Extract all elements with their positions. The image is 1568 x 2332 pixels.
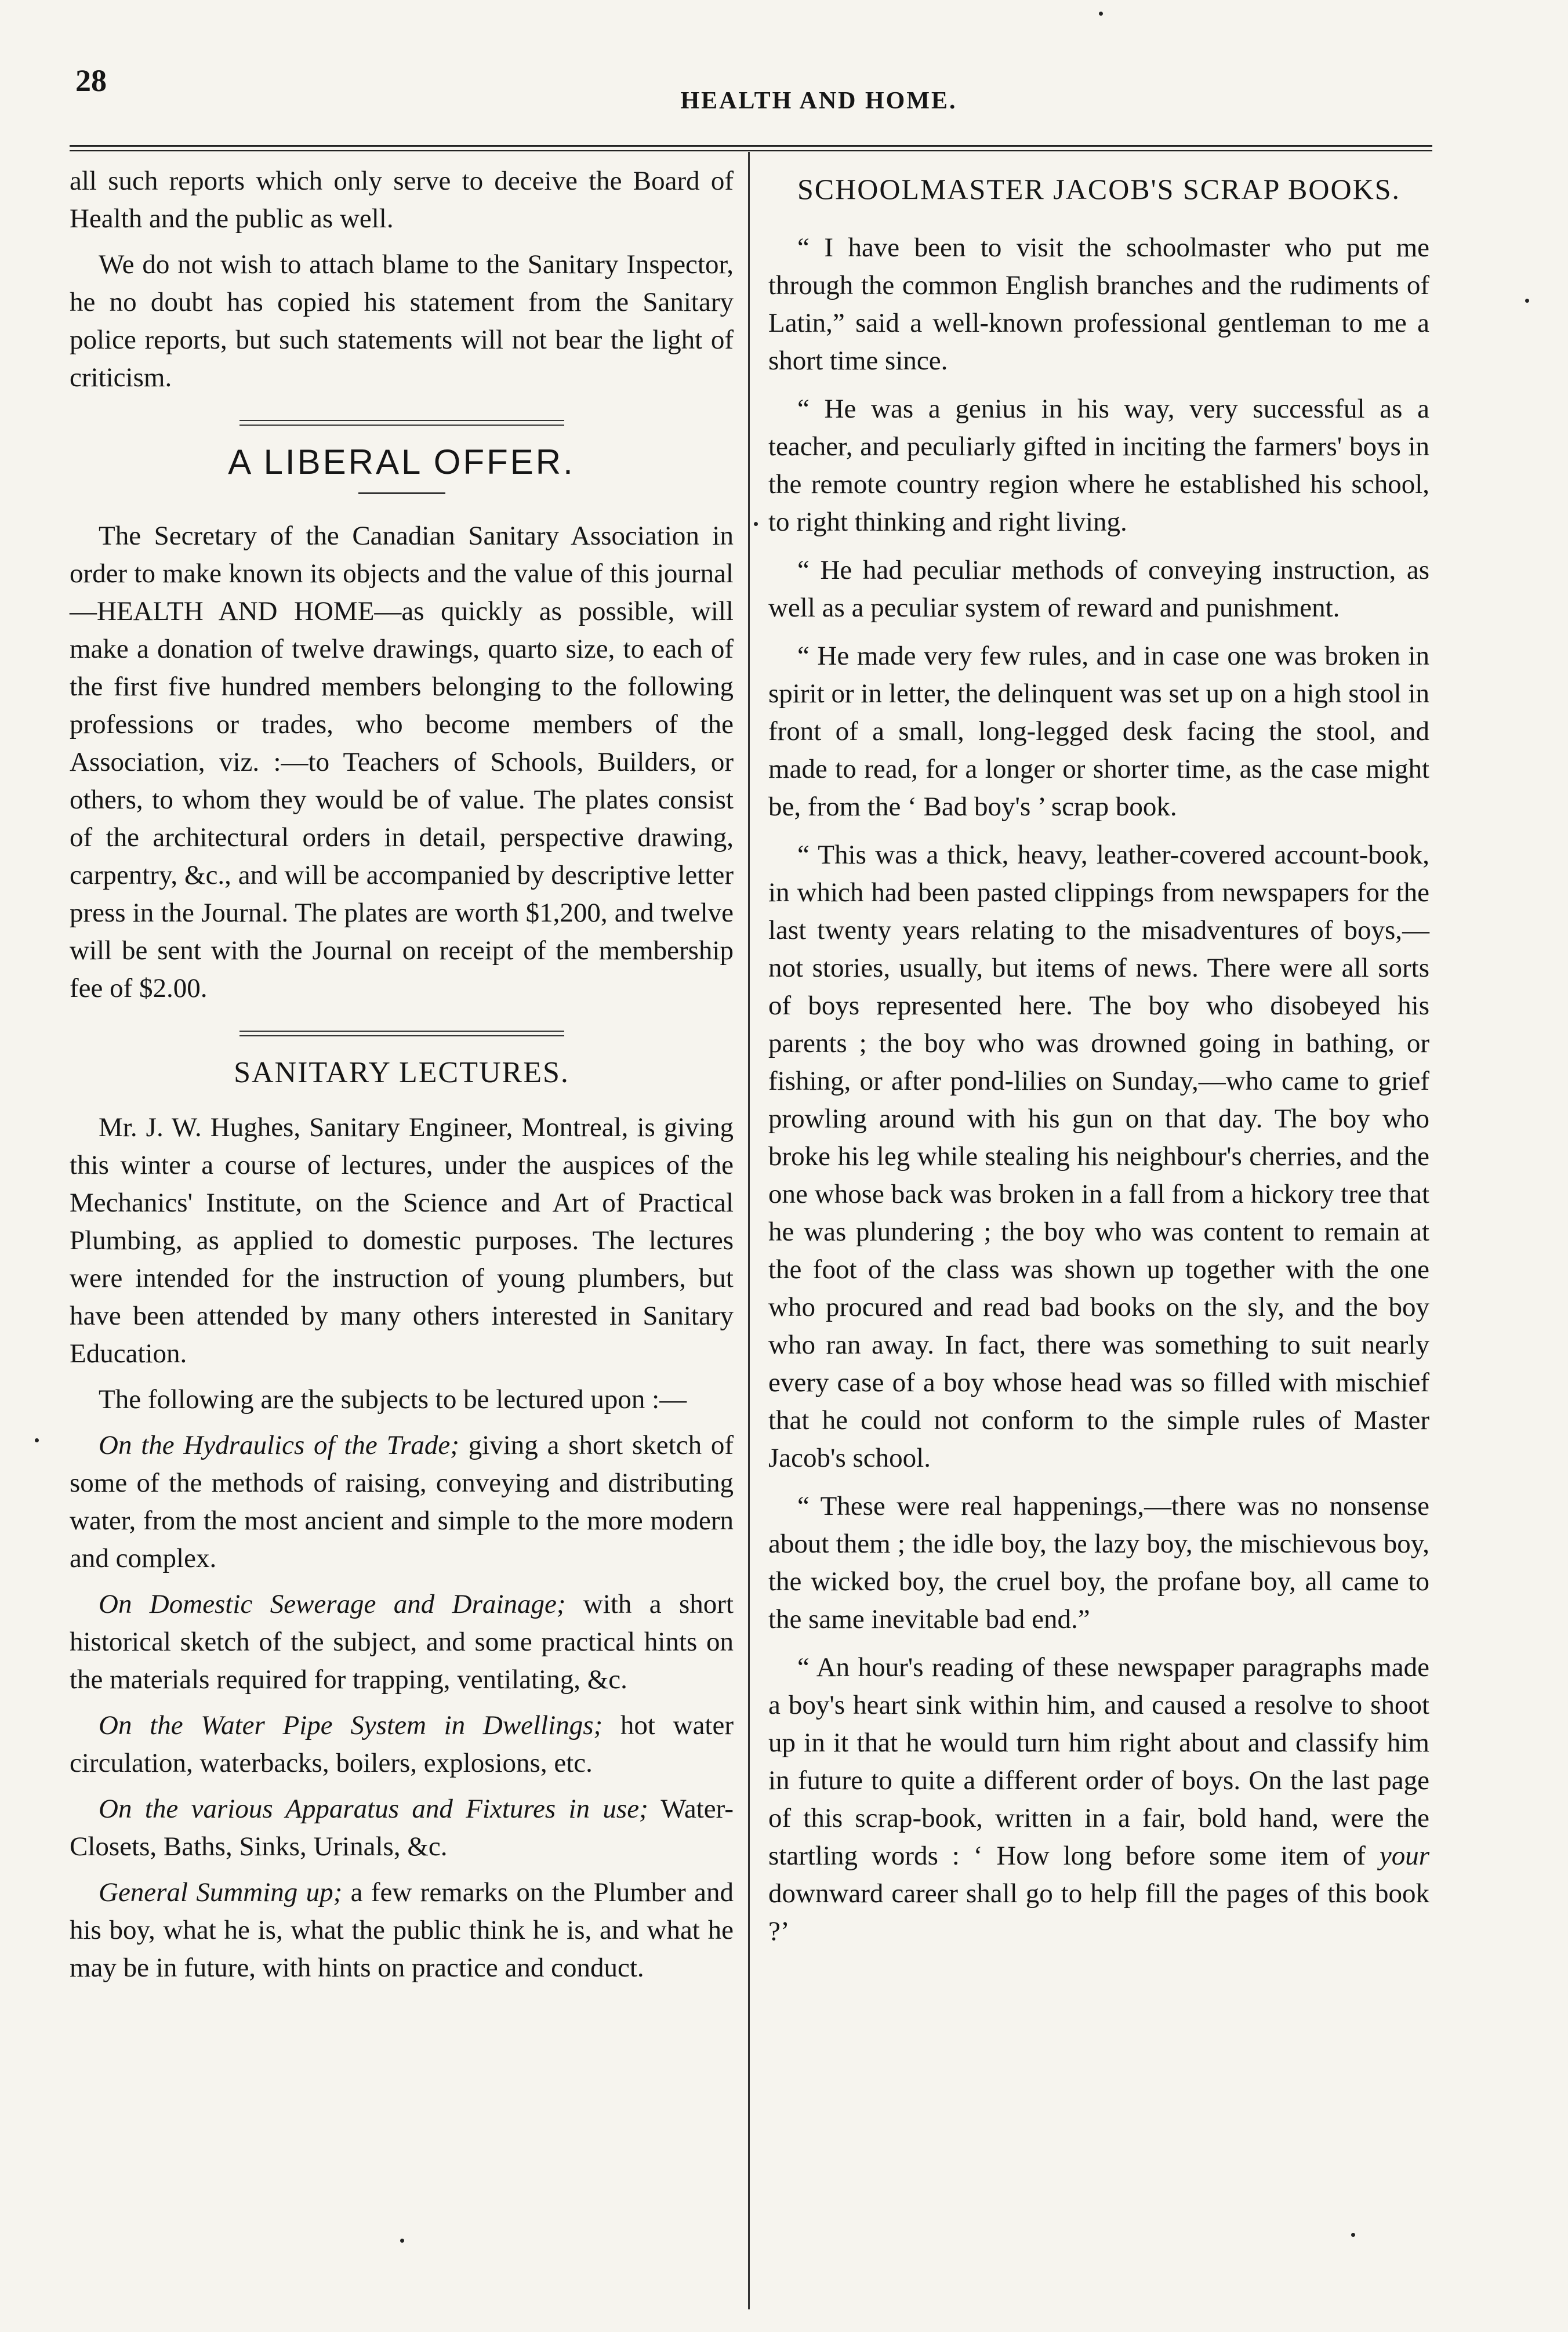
lectures-subjects-lead: The following are the subjects to be lectured upon :— xyxy=(99,1384,687,1415)
lecture-detail: Water-Closets, Baths, Sinks, Urinals, &c. xyxy=(70,1794,734,1862)
story-paragraph: “ He made very few rules, and in case one was broken in spirit or in letter, the delinquent was set up on a high stool in front of a small, long-legged desk facing the stool, and made to read, for a longer or shorter time, as the case might be, from the ‘ Bad boy's ’ scrap book. xyxy=(768,641,1429,822)
ink-speck xyxy=(35,1438,39,1442)
lecture-detail: giving a short sketch of some of the methods of raising, conveying and distributing water, from the most ancient and simple to the more modern and complex. xyxy=(70,1430,734,1573)
lecture-detail: with a short historical sketch of the subject, and some practical hints on the materials required for trapping, ventilating, &c. xyxy=(70,1589,734,1695)
story-paragraph: “ I have been to visit the schoolmaster who put me through the common English branches and the rudiments of Latin,” said a well-known professional gentleman to me a short time since. xyxy=(768,233,1429,376)
lecture-topic: On Domestic Sewerage and Drainage; xyxy=(99,1589,566,1619)
column-divider xyxy=(748,152,750,2309)
header-rule xyxy=(70,145,1432,151)
continuation-paragraph: We do not wish to attach blame to the Sanitary Inspector, he no doubt has copied his statement from the Sanitary police reports, but such statements will not bear the light of criticism. xyxy=(70,249,734,393)
final-text-after: downward career shall go to help fill the pages of this book ?’ xyxy=(768,1878,1429,1946)
lecture-subject xyxy=(70,1586,734,1699)
lecture-topic: On the Water Pipe System in Dwellings; xyxy=(99,1710,603,1740)
sanitary-lectures-title: SANITARY LECTURES. xyxy=(234,1056,569,1089)
ink-speck xyxy=(1525,299,1529,303)
lecture-topic: General Summing up; xyxy=(99,1877,343,1907)
final-text-before: “ An hour's reading of these newspaper paragraphs made a boy's heart sink within him, and caused a resolve to shoot up in it that he would turn him right about and classify him in future to quite a different order of boys. On the last page of this scrap-book, written in a fair, bold hand, were the startling words : ‘ How long before some item of xyxy=(768,1652,1429,1871)
story-final-paragraph xyxy=(768,1649,1429,1950)
ink-speck xyxy=(1099,12,1103,16)
story-paragraph: “ This was a thick, heavy, leather-covered account-book, in which had been pasted clippings from newspapers for the last twenty years relating to the misadventures of boys,—not stories, usually, but items of news. There were all sorts of boys represented here. The boy who disobeyed his parents ; the boy who was drowned going in bathing, or fishing, or after pond-lilies on Sunday,—who came to grief prowling around with his gun on that day. The boy who broke his leg while stealing his neighbour's cherries, and the one whose back was broken in a fall from a hickory tree that he was plundering ; the boy who was content to remain at the foot of the class was shown up together with the one who procured and read bad books on the sly, and the boy who ran away. In fact, there was something to suit nearly every case of a boy whose head was so filled with mischief that he could not conform to the simple rules of Master Jacob's school. xyxy=(768,840,1429,1473)
liberal-offer-body: The Secretary of the Canadian Sanitary Association in order to make known its objects and the value of this journal—HEALTH AND HOME—as quickly as possible, will make a donation of twelve drawings, quarto size, to each of the first five hundred members belonging to the following professions or trades, who become members of the Association, viz. :—to Teachers of Schools, Builders, or others, to whom they would be of value. The plates consist of the architectural orders in detail, perspective drawing, carpentry, &c., and will be accompanied by descriptive letter press in the Journal. The plates are worth $1,200, and twelve will be sent with the Journal on receipt of the membership fee of $2.00. xyxy=(70,521,734,1003)
left-column xyxy=(70,162,734,1995)
final-text-emphasis: your xyxy=(1379,1841,1429,1871)
liberal-offer-title: A LIBERAL OFFER. xyxy=(228,443,575,481)
section-rule xyxy=(239,1031,564,1036)
ink-speck xyxy=(1351,2233,1355,2237)
ink-speck xyxy=(754,522,758,526)
page-number: 28 xyxy=(75,63,107,98)
story-paragraph: “ He had peculiar methods of conveying instruction, as well as a peculiar system of reward and punishment. xyxy=(768,555,1429,623)
continuation-paragraph: all such reports which only serve to deceive the Board of Health and the public as well. xyxy=(70,166,734,234)
running-head: HEALTH AND HOME. xyxy=(680,88,957,114)
story-paragraph: “ He was a genius in his way, very successful as a teacher, and peculiarly gifted in inciting the farmers' boys in the remote country region where he established his school, to right thinking and right living. xyxy=(768,394,1429,537)
lecture-subject xyxy=(70,1427,734,1577)
lecture-detail: hot water circulation, waterbacks, boilers, explosions, etc. xyxy=(70,1710,734,1778)
ink-speck xyxy=(400,2239,404,2243)
lecture-subject xyxy=(70,1707,734,1782)
section-rule xyxy=(239,420,564,426)
right-column xyxy=(768,162,1429,1961)
lecture-detail: a few remarks on the Plumber and his boy, what he is, what the public think he is, and what he may be in future, with hints on practice and conduct. xyxy=(70,1877,734,1983)
lecture-subject xyxy=(70,1874,734,1987)
lectures-intro: Mr. J. W. Hughes, Sanitary Engineer, Montreal, is giving this winter a course of lectures, under the auspices of the Mechanics' Institute, on the Science and Art of Practical Plumbing, as applied to domestic purposes. The lectures were intended for the instruction of young plumbers, but have been attended by many others interested in Sanitary Education. xyxy=(70,1112,734,1369)
lecture-subject xyxy=(70,1790,734,1866)
lecture-topic: On the Hydraulics of the Trade; xyxy=(99,1430,459,1460)
scrap-books-title: SCHOOLMASTER JACOB'S SCRAP BOOKS. xyxy=(797,173,1401,205)
story-paragraph: “ These were real happenings,—there was no nonsense about them ; the idle boy, the lazy boy, the mischievous boy, the wicked boy, the cruel boy, the profane boy, all came to the same inevitable bad end.” xyxy=(768,1491,1429,1634)
title-underline xyxy=(358,492,445,494)
lecture-topic: On the various Apparatus and Fixtures in use; xyxy=(99,1794,648,1824)
